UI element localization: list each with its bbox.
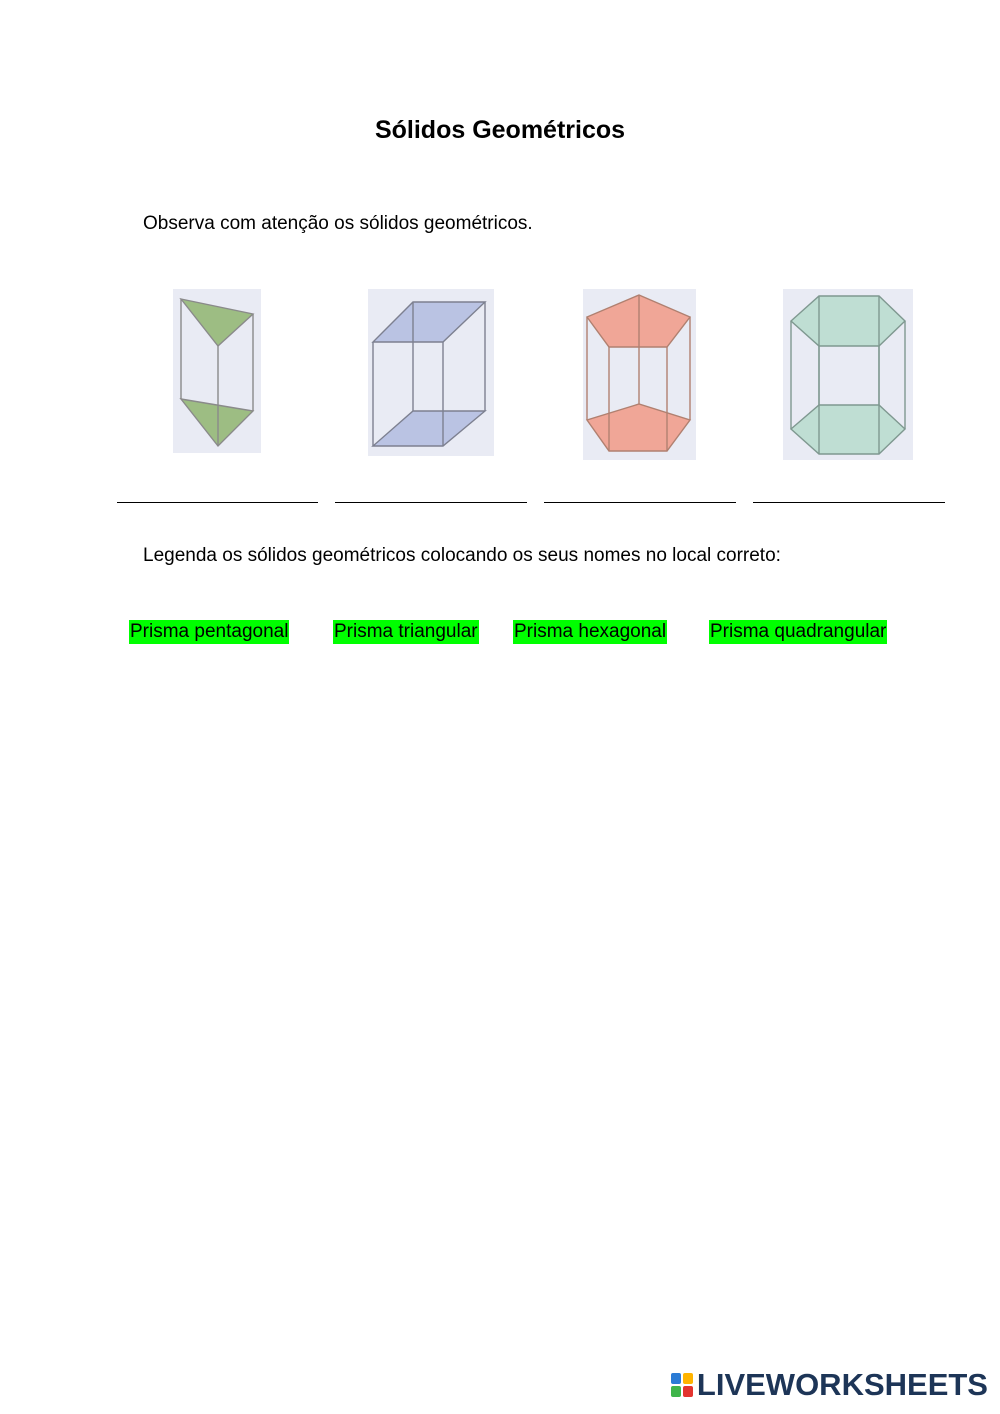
answer-line-1[interactable] xyxy=(117,502,318,503)
instruction-observe: Observa com atenção os sólidos geométricos. xyxy=(143,213,533,234)
instruction-label: Legenda os sólidos geométricos colocando os seus nomes no local correto: xyxy=(143,545,781,566)
triangular-prism-icon xyxy=(173,289,261,453)
logo-icon xyxy=(671,1373,693,1397)
answer-line-4[interactable] xyxy=(753,502,945,503)
answer-line-3[interactable] xyxy=(544,502,736,503)
pentagonal-prism-icon xyxy=(583,289,696,460)
hexagonal-prism-icon xyxy=(783,289,913,460)
answer-line-2[interactable] xyxy=(335,502,527,503)
label-chip-triangular[interactable]: Prisma triangular xyxy=(334,621,478,642)
label-chip-quadrangular[interactable]: Prisma quadrangular xyxy=(710,621,887,642)
logo-text: LIVEWORKSHEETS xyxy=(696,1367,988,1402)
label-chip-hexagonal[interactable]: Prisma hexagonal xyxy=(514,621,667,642)
liveworksheets-logo xyxy=(671,1368,988,1402)
page-title: Sólidos Geométricos xyxy=(374,116,626,144)
quadrangular-prism-icon xyxy=(368,289,494,456)
label-chip-pentagonal[interactable]: Prisma pentagonal xyxy=(130,621,289,642)
